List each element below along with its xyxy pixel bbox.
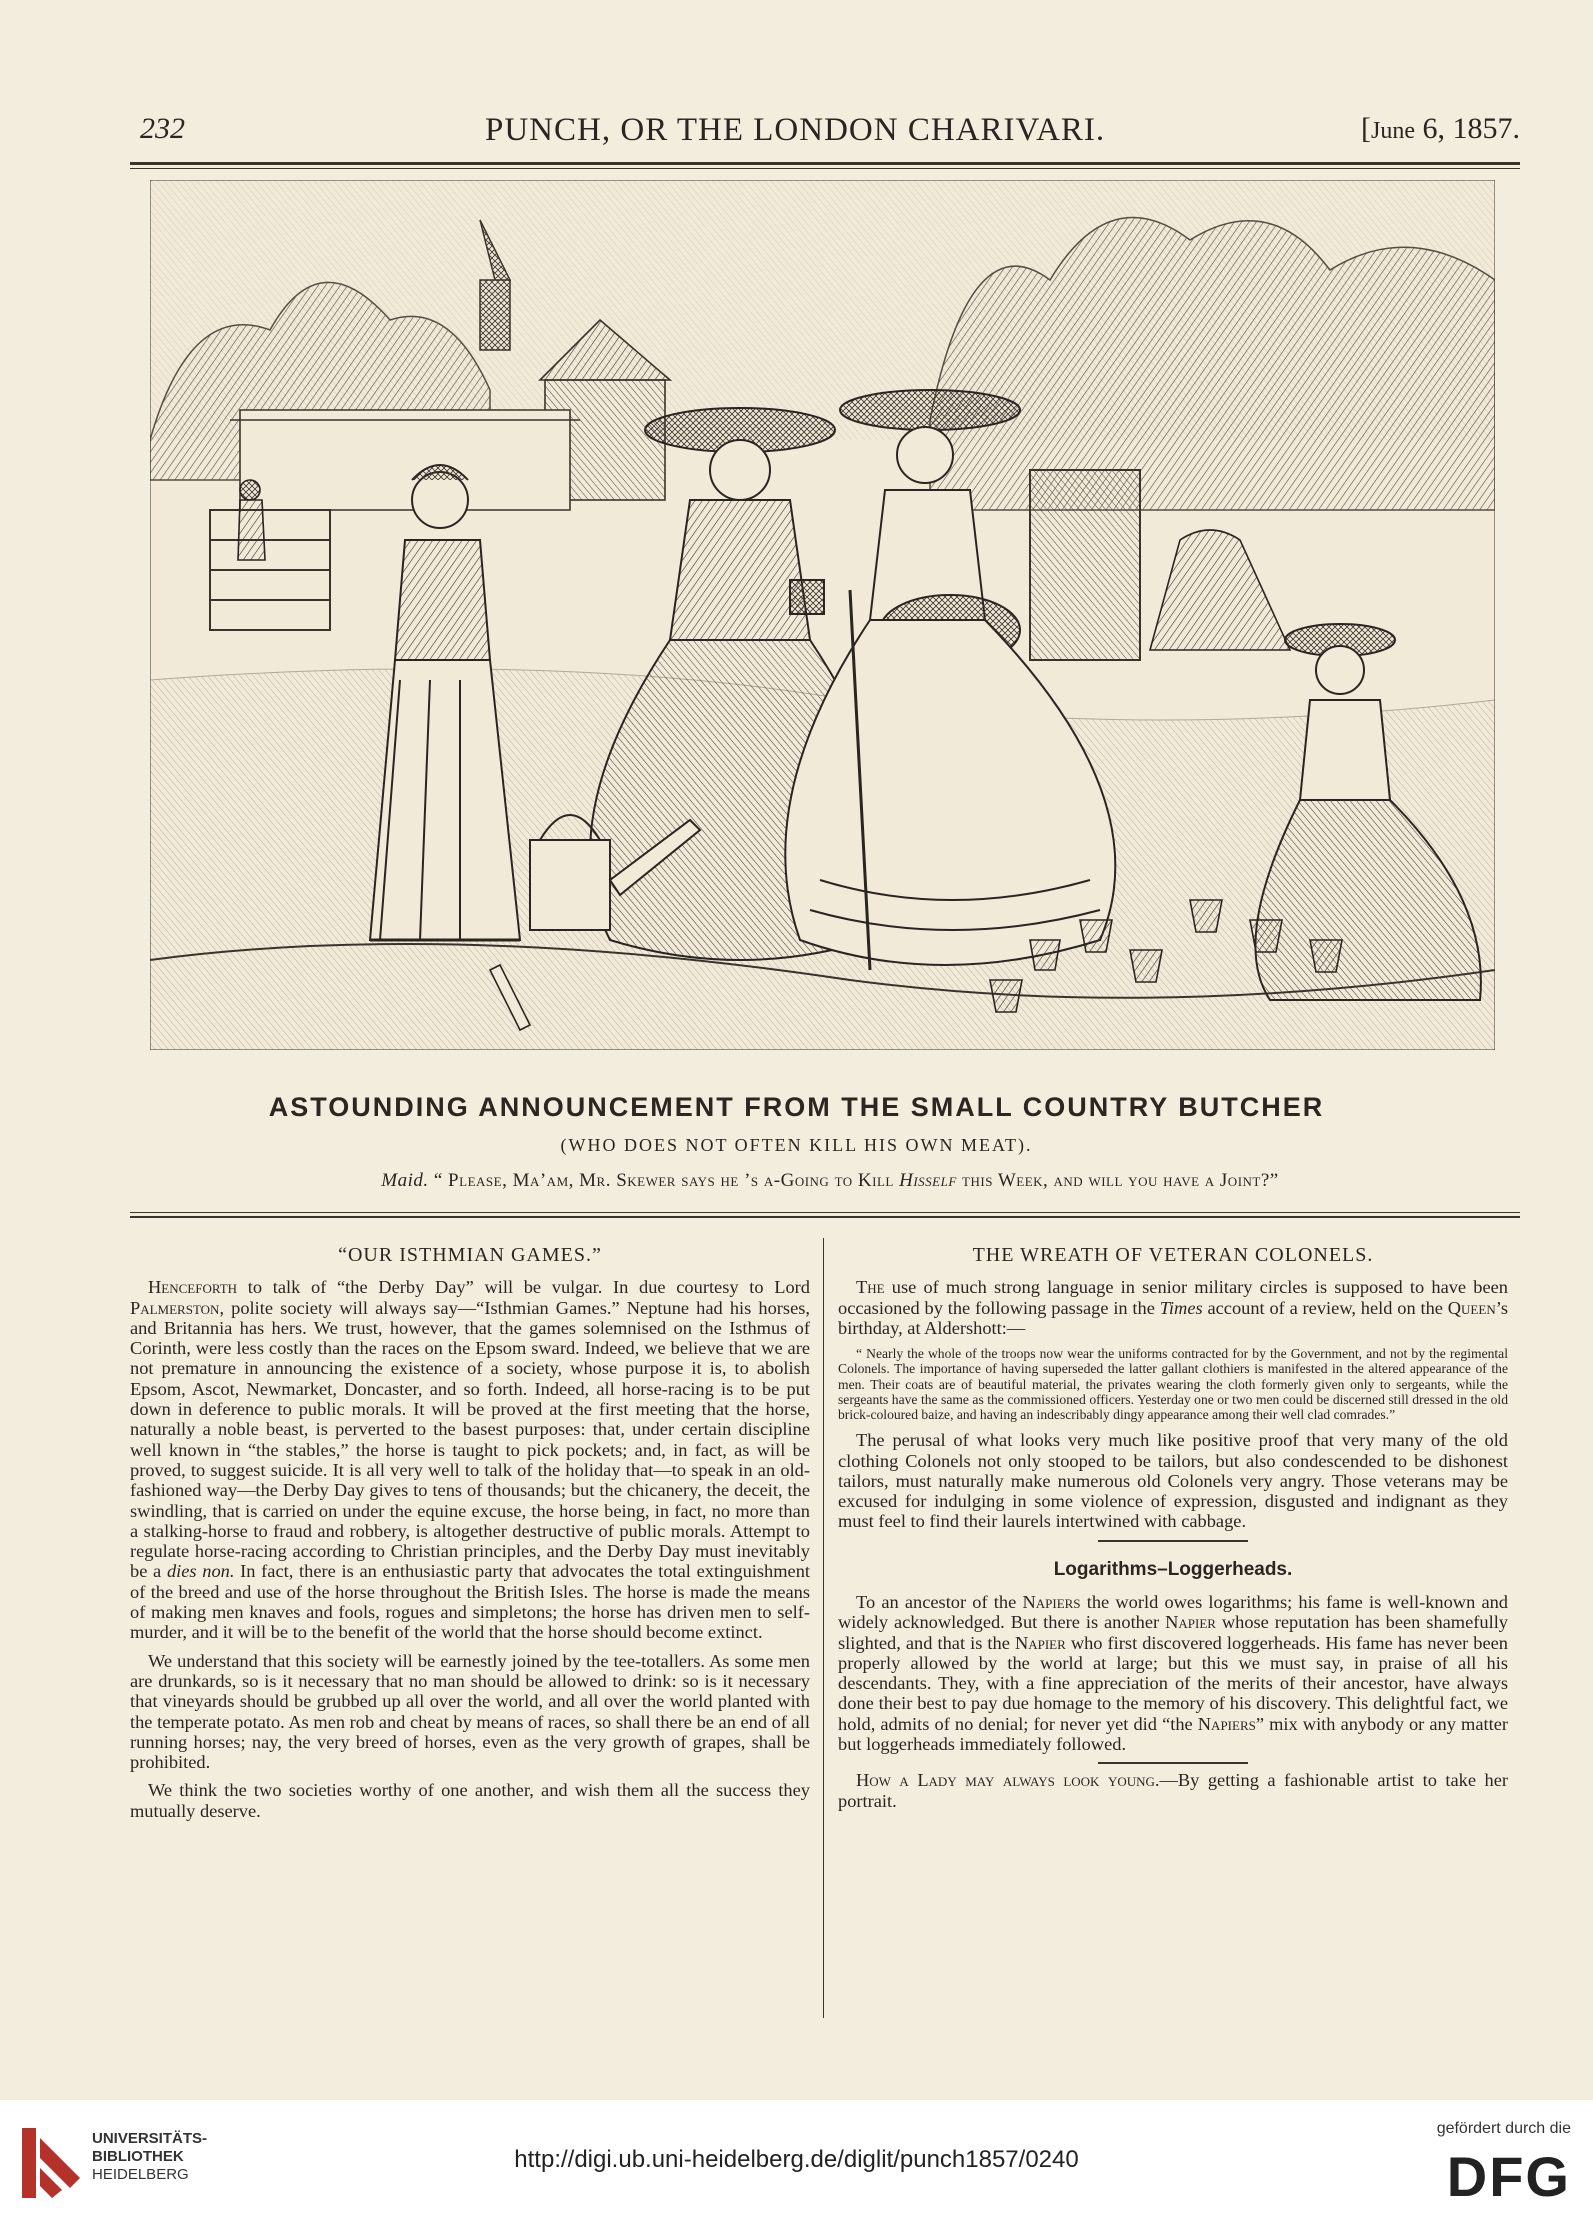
paragraph-text: In fact, there is an enthusiastic party that advocates the total extinguishment of the breed and use of the horse throughout the British Isles. The horse is made the means of making men knaves and fools, rogues and simpletons; the horse has driven men to self-murder, and it will be to the benefit of the world that the horse should become extinct. <box>130 1561 810 1643</box>
paragraph-text: ’s birthday, at Aldershott:— <box>838 1297 1508 1338</box>
paragraph-text: whose reputation has been shamefully slighted, and that is the <box>838 1612 1509 1653</box>
paragraph-text: who first discovered loggerheads. His fame has never been properly allowed by the world at large; but this we must say, in praise of all his descendants. They, with a fine appreciation of the merits of their ancestor, have always done their best to pay due homage to the memory of his discovery. This delightful fact, we hold, admits of no denial; for never yet did “the <box>838 1632 1508 1734</box>
institution-line: BIBLIOTHEK <box>92 2148 184 2165</box>
dialogue-text-b: this Week, and will you have a Joint?” <box>956 1170 1279 1191</box>
block-quote: “ Nearly the whole of the troops now wear the uniforms contracted for by the Government, and not by the regimental Colonels. The importance of having superseded the latter gallant clothiers is manifested in the altered appearance of the men. Their coats are of beautiful material, the privates wearing the cloth formerly given only to sergeants, while the sergeants have the same as the commissioned officers. Yesterday one or two men could be discerned still dressed in the old brick-coloured baize, and having an indescribably dingy appearance among their well clad comrades.” <box>838 1346 1508 1422</box>
cartoon-illustration <box>150 180 1495 1050</box>
latin-phrase: dies non. <box>166 1561 235 1582</box>
institution-line: UNIVERSITÄTS- <box>92 2130 208 2147</box>
article-paragraph <box>838 1592 1508 1754</box>
dialogue-speaker: Maid. <box>381 1170 429 1191</box>
article-isthmian-games <box>130 1245 810 1829</box>
article-title: Logarithms–Loggerheads. <box>1053 1558 1293 1580</box>
header-rule <box>130 162 1520 165</box>
paragraph-text: To an ancestor of the <box>856 1591 1023 1612</box>
dialogue-text-a: “ Please, Ma’am, Mr. Skewer says he ’s a-Going to Kill <box>433 1170 900 1191</box>
paragraph-text: account of a review, held on the <box>1202 1297 1448 1318</box>
paragraph-text: the world owes logarithms; his fame is well-known and widely acknowledged. But there is another <box>838 1591 1508 1633</box>
article-paragraph <box>130 1277 810 1642</box>
cartoon-title: ASTOUNDING ANNOUNCEMENT FROM THE SMALL COUNTRY BUTCHER <box>268 1092 1325 1122</box>
section-rule <box>1098 1540 1248 1542</box>
dfg-logo: DFG <box>1446 2145 1571 2208</box>
squib-heading: How a Lady may always look young. <box>856 1770 1160 1791</box>
institution-line: HEIDELBERG <box>92 2166 189 2183</box>
funded-by-label: gefördert durch die <box>1436 2120 1571 2137</box>
masthead: PUNCH, OR THE LONDON CHARIVARI. <box>485 112 1106 148</box>
paragraph-text: use of much strong language in senior military circles is supposed to have been occasioned by the following passage in the <box>838 1277 1508 1318</box>
paragraph-text: —By getting a fashionable artist to take her portrait. <box>838 1770 1508 1811</box>
name-palmerston: Palmerston <box>130 1297 220 1318</box>
article-paragraph: The perusal of what looks very much like positive proof that very many of the old clothing Colonels not only stooped to be tailors, but also condescended to be dishonest tailors, must naturally make numerous old Colonels very angry. Those veterans may be excused for indulging in some violence of expression, disgusted and indignant as they must feel to find their laurels intertwined with cabbage. <box>838 1430 1508 1532</box>
dateline-day-year: 6, 1857. <box>1422 112 1520 145</box>
name-queen: Queen <box>1447 1297 1496 1318</box>
paragraph-text: , polite society will always say—“Isthmian Games.” Neptune had his horses, and Britannia has hers. We trust, however, that the games solemnised on the Isthmus of Corinth, were less costly than the races on the Epsom sward. Indeed, we believe that we are not premature in announcing the existence of a society, whose purpose it is, to abolish Epsom, Ascot, Newmarket, Doncaster, and so forth. Indeed, all horse-racing is to be put down in deference to public morals. It will be proved at the first meeting that the horse, naturally a noble beast, is perverted to the basest purposes: that, under certain discipline well known in “the stables,” the horse is taught to pick pockets; and, in fact, as will be proved, to suggest suicide. It is all very well to talk of the holiday that—to speak in an old-fashioned way—the Derby Day gives to tens of thousands; but the chicanery, the deceit, the swindling, that is carried on under the equine excuse, the horse being, in fact, no more than a stalking-horse to fraud and robbery, is altogether destructive of public morals. Attempt to regulate horse-racing according to Christian principles, and the Derby Day must inevitably be a <box>130 1297 810 1582</box>
article-veteran-colonels <box>838 1245 1508 1819</box>
article-paragraph <box>838 1277 1508 1338</box>
lead-word: Henceforth <box>148 1277 238 1298</box>
column-divider <box>823 1238 824 2018</box>
digitization-footer <box>0 2100 1593 2226</box>
paragraph-text: ” mix with anybody or any matter but loggerheads immediately followed. <box>838 1713 1508 1755</box>
cartoon-subtitle: (WHO DOES NOT OFTEN KILL HIS OWN MEAT). <box>560 1135 1033 1155</box>
paragraph-text: to talk of “the Derby Day” will be vulgar. In due courtesy to Lord <box>237 1277 810 1298</box>
dateline <box>1361 112 1520 146</box>
article-paragraph <box>838 1770 1508 1811</box>
page-header <box>140 112 1520 156</box>
name-napier: Napier <box>1165 1612 1216 1633</box>
lead-word: The <box>856 1277 885 1298</box>
article-paragraph: We think the two societies worthy of one another, and wish them all the success they mutually deserve. <box>130 1780 810 1821</box>
name-napiers: Napiers <box>1197 1713 1256 1734</box>
article-paragraph: We understand that this society will be earnestly joined by the tee-totallers. As some men are drunkards, so is it necessary that no man should be allowed to drink: so is it necessary that vineyards should be grubbed up all over the world, and all over the world planted with the temperate potato. As men rob and cheat by means of races, so shall there be an end of all running horses; nay, the very breed of horses, even as the very growth of grapes, shall be prohibited. <box>130 1650 810 1773</box>
section-rule <box>1098 1762 1248 1764</box>
source-url-link[interactable]: http://digi.ub.uni-heidelberg.de/diglit/punch1857/0240 <box>514 2146 1079 2173</box>
dateline-bracket: [ <box>1361 112 1371 145</box>
header-rule-thin <box>130 168 1520 169</box>
dateline-month: June <box>1371 118 1415 144</box>
newspaper-name: Times <box>1159 1297 1203 1318</box>
name-napier: Napier <box>1014 1632 1066 1653</box>
name-napiers: Napiers <box>1022 1591 1081 1612</box>
cartoon-dialogue <box>150 1170 1510 1192</box>
caption-rule <box>130 1212 1520 1213</box>
caption-rule-thick <box>130 1216 1520 1218</box>
dialogue-emphasis: Hisself <box>899 1170 957 1191</box>
article-title: THE WREATH OF VETERAN COLONELS. <box>972 1244 1374 1266</box>
article-title: “OUR ISTHMIAN GAMES.” <box>338 1244 602 1266</box>
page-number: 232 <box>140 112 185 145</box>
